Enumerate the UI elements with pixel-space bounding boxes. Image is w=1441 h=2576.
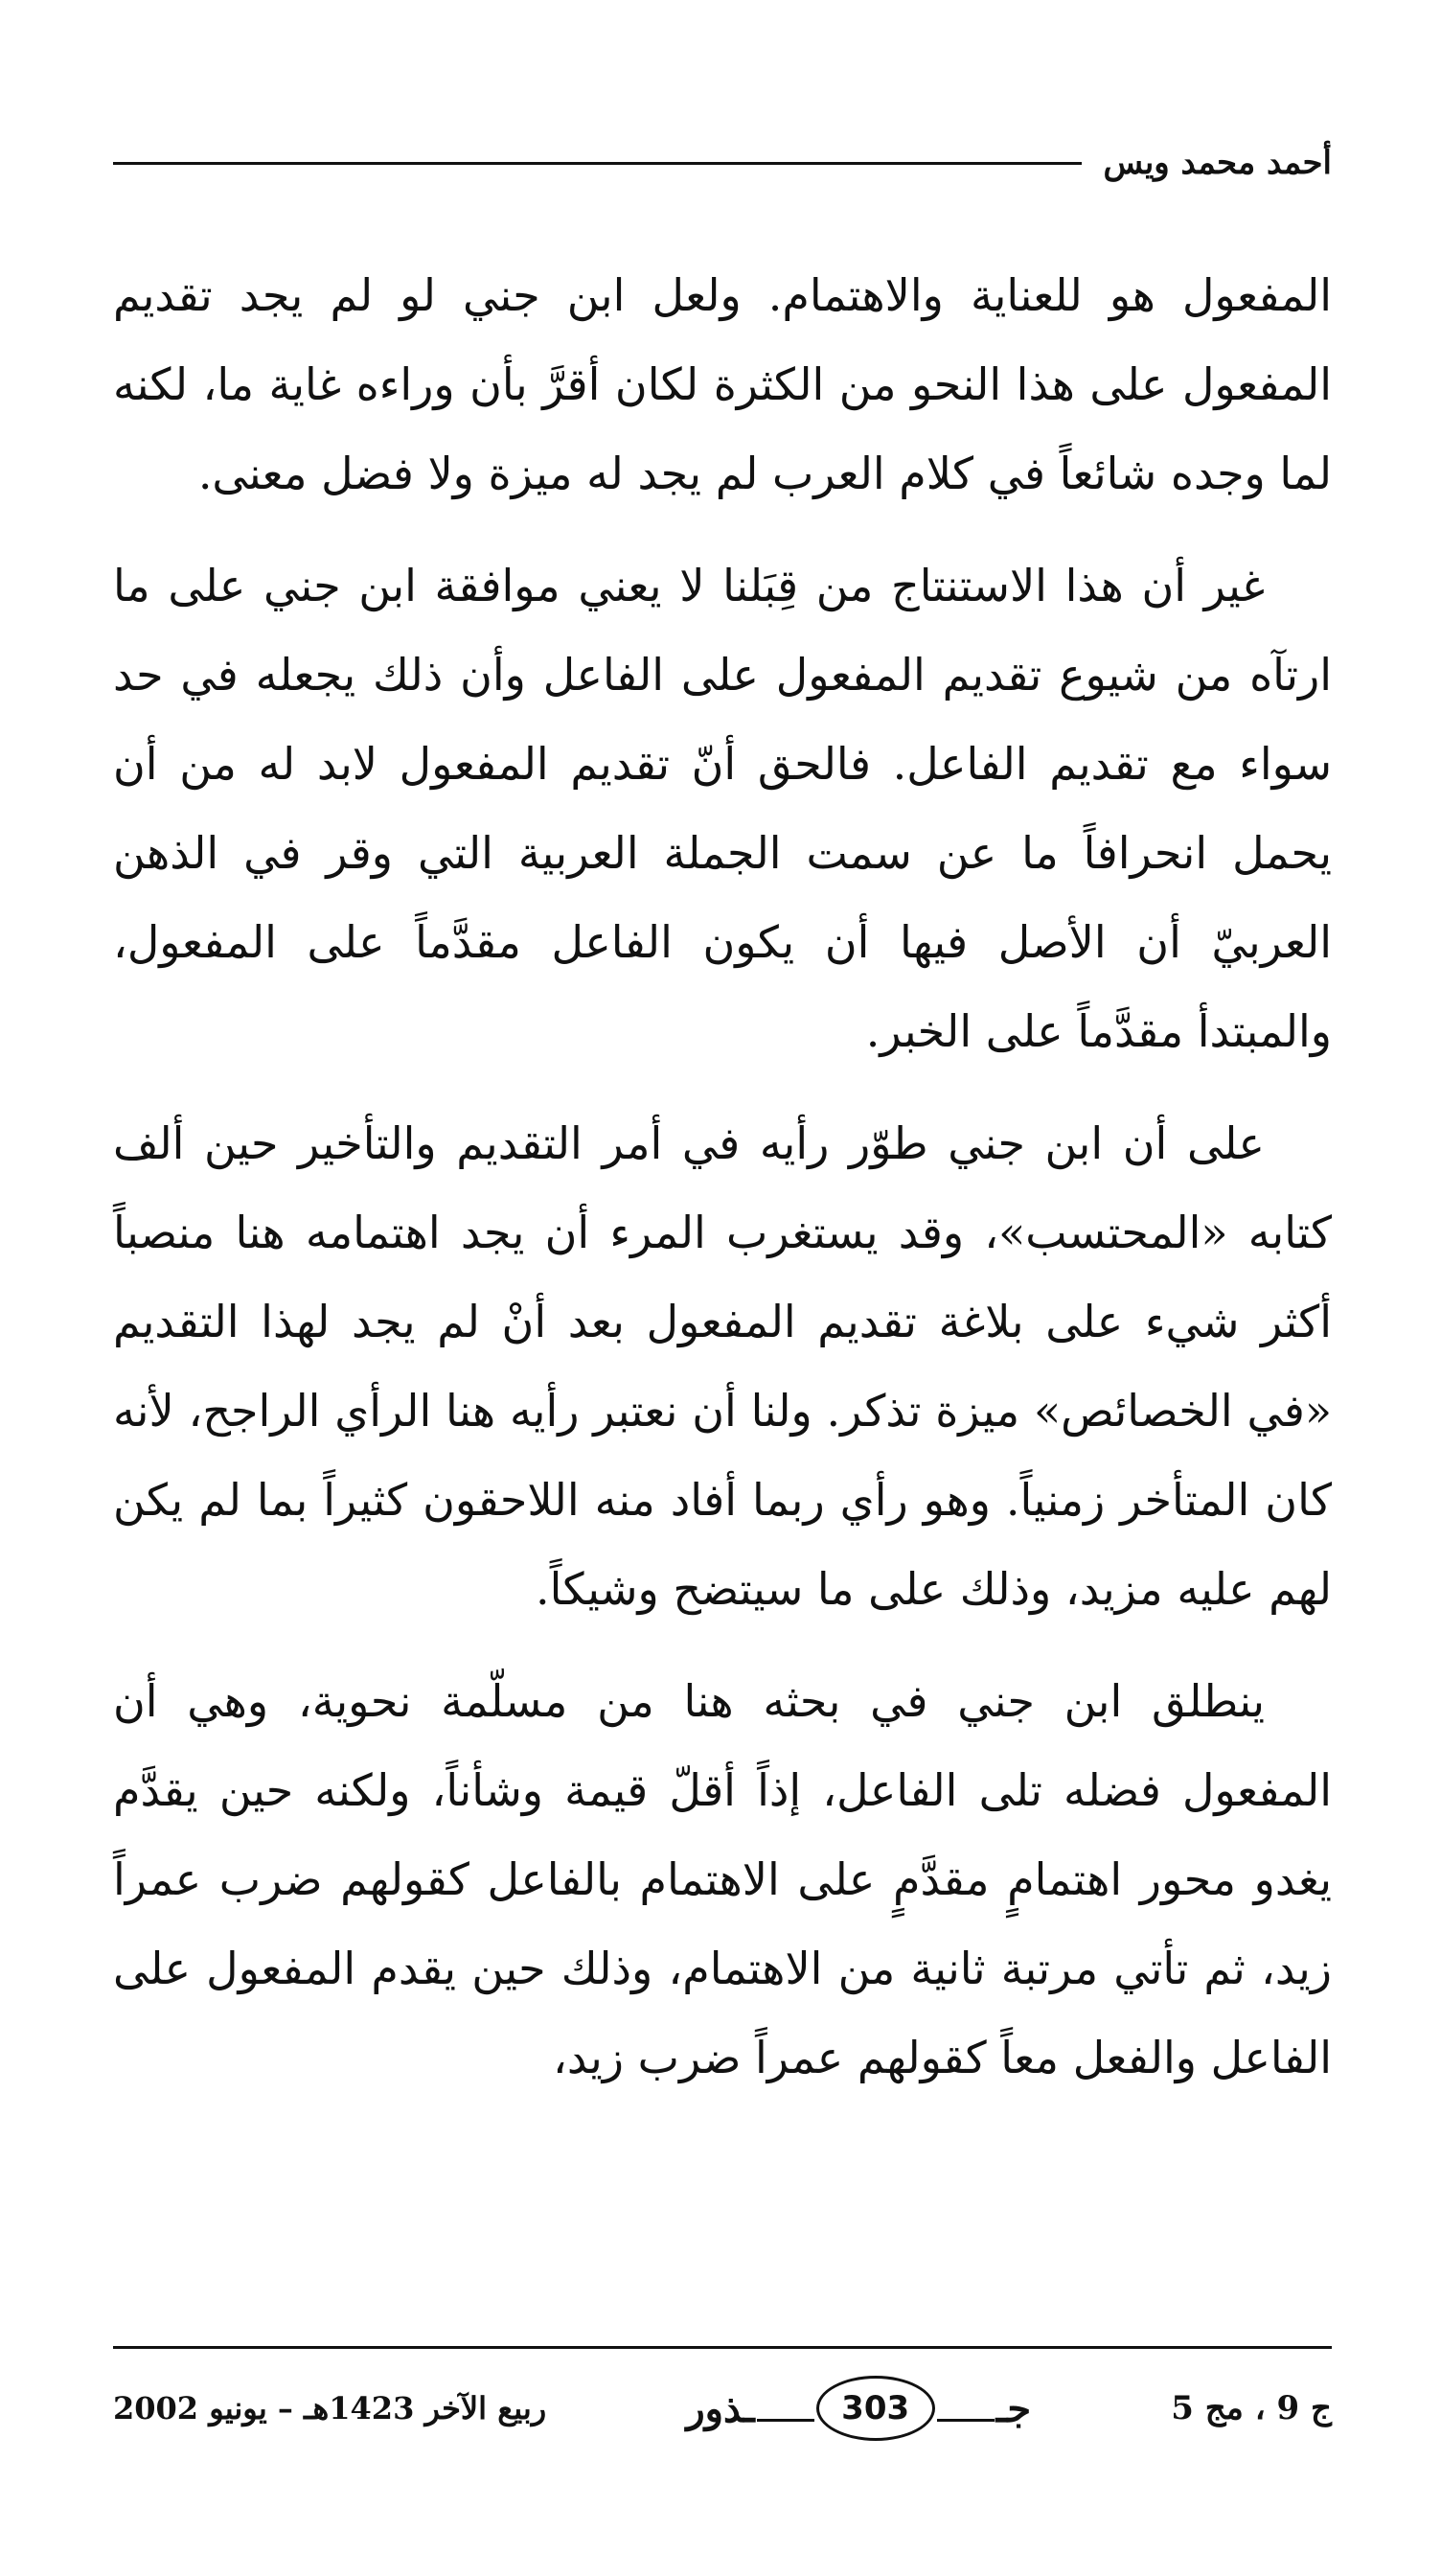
page-footer — [113, 2365, 1332, 2451]
author-name: أحمد محمد ويس — [1103, 144, 1332, 182]
issue-date: ربيع الآخر 1423هـ – يونيو 2002 — [113, 2390, 547, 2426]
footer-rule — [113, 2346, 1332, 2349]
page-number: 303 — [816, 2376, 935, 2441]
paragraph-3: على أن ابن جني طوّر رأيه في أمر التقديم والتأخير حين ألف كتابه «المحتسب»، وقد يستغرب المرء أن يجد اهتمامه هنا منصباً أكثر شيء على بلاغة تقديم المفعول بعد أنْ لم يجد لهذا التقديم «في الخصائص» ميزة تذكر. ولنا أن نعتبر رأيه هنا الرأي الراجح، لأنه كان المتأخر زمنياً. وهو رأي ربما أفاد منه اللاحقون كثيراً بما لم يكن لهم عليه مزيد، وذلك على ما سيتضح وشيكاً. — [113, 1117, 1332, 1615]
journal-name-end: ـذور — [686, 2385, 755, 2431]
paragraph-1: المفعول هو للعناية والاهتمام. ولعل ابن جني لو لم يجد تقديم المفعول على هذا النحو من الكثرة لكان أقرَّ بأن وراءه غاية ما، لكنه لما وجده شائعاً في كلام العرب لم يجد له ميزة ولا فضل معنى. — [113, 269, 1332, 499]
journal-page-mark — [686, 2376, 1031, 2441]
volume-issue: ج 9 ، مج 5 — [1171, 2389, 1332, 2427]
paragraph-2: غير أن هذا الاستنتاج من قِبَلنا لا يعني موافقة ابن جني على ما ارتآه من شيوع تقديم المفعول على الفاعل وأن ذلك يجعله في حد سواء مع تقديم الفاعل. فالحق أنّ تقديم المفعول لابد له من أن يحمل انحرافاً ما عن سمت الجملة العربية التي وقر في الذهن العربيّ أن الأصل فيها أن يكون الفاعل مقدَّماً على المفعول، والمبتدأ مقدَّماً على الخبر. — [113, 560, 1332, 1057]
running-header — [113, 134, 1332, 192]
journal-name-start: جـ — [995, 2385, 1032, 2431]
body-text — [113, 251, 1332, 2126]
header-rule — [113, 162, 1082, 165]
paragraph-4: ينطلق ابن جني في بحثه هنا من مسلّمة نحوية، وهي أن المفعول فضله تلى الفاعل، إذاً أقلّ قيمة وشأناً، ولكنه حين يقدَّم يغدو محور اهتمامٍ مقدَّمٍ على الاهتمام بالفاعل كقولهم ضرب عمراً زيد، ثم تأتي مرتبة ثانية من الاهتمام، وذلك حين يقدم المفعول على الفاعل والفعل معاً كقولهم عمراً ضرب زيد، — [113, 1675, 1332, 2083]
tatweel-line-left — [757, 2419, 814, 2422]
tatweel-line-right — [937, 2419, 995, 2422]
